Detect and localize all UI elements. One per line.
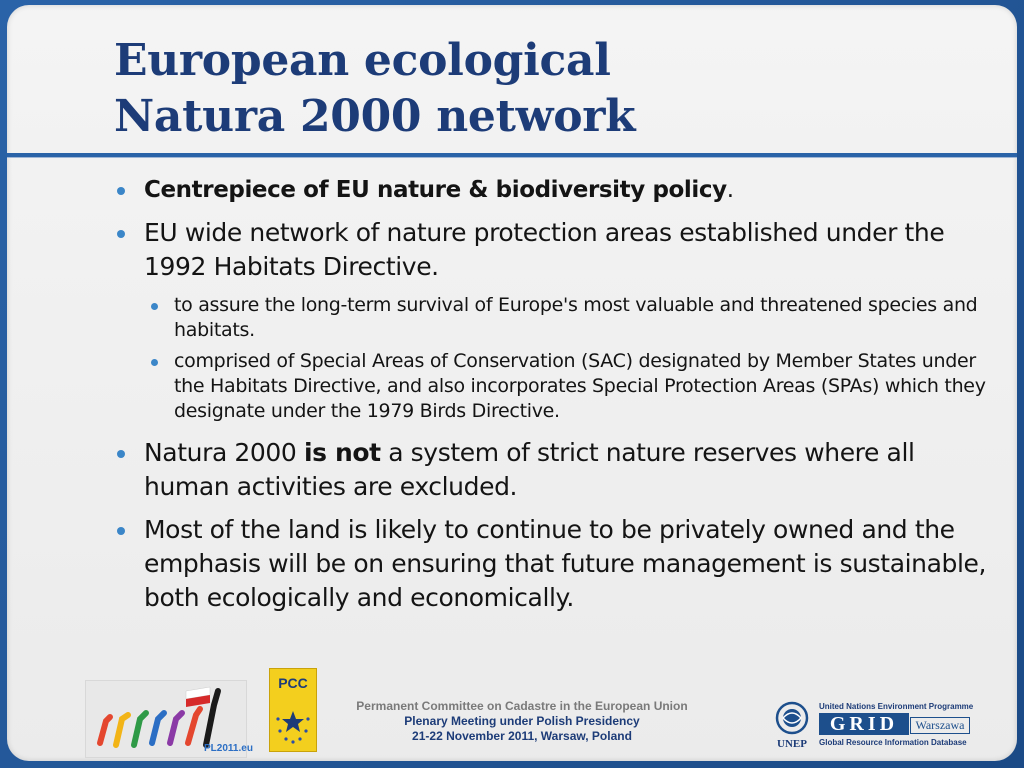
- sub-bullet-1-text: to assure the long-term survival of Europe's most valuable and threatened species and habitats.: [174, 294, 978, 341]
- bullet-item-2: [115, 216, 995, 284]
- footer-line-1: Permanent Committee on Cadastre in the European Union: [356, 699, 688, 713]
- unep-logo-icon: [769, 700, 815, 752]
- footer-caption: [327, 699, 717, 744]
- bullet-item-3: [115, 436, 995, 504]
- slide-footer: [7, 660, 1017, 760]
- round-bullet-icon: [151, 303, 158, 310]
- grid-warszawa-logo-icon: [817, 702, 973, 750]
- pl2011-logo-graphic: [86, 681, 253, 757]
- round-bullet-icon: [117, 187, 125, 195]
- title-divider: [7, 153, 1017, 157]
- pcc-logo-graphic: [270, 669, 316, 751]
- sub-bullet-item-2: [115, 349, 995, 424]
- pl2011-logo-icon: [85, 680, 253, 758]
- pcc-logo-text: PCC: [278, 675, 308, 691]
- footer-line-2: Plenary Meeting under Polish Presidency: [404, 714, 640, 728]
- bullet-3-pre: Natura 2000: [144, 438, 304, 467]
- round-bullet-icon: [117, 230, 125, 238]
- bullet-item-4: [115, 513, 995, 615]
- unep-logo-label: UNEP: [777, 738, 807, 750]
- round-bullet-icon: [151, 359, 158, 366]
- slide-title: [114, 33, 974, 145]
- round-bullet-icon: [117, 527, 125, 535]
- bullet-1-bold-text: Centrepiece of EU nature & biodiversity policy: [144, 177, 727, 203]
- bullet-4-text: Most of the land is likely to continue to be privately owned and the emphasis will be on ensuring that future management is sustainable, both ecologically and economically.: [144, 515, 987, 612]
- unep-logo-graphic: [769, 700, 815, 738]
- slide: [7, 5, 1017, 761]
- grid-logo-bottom-text: Global Resource Information Database: [819, 738, 967, 747]
- title-line-1: European ecological: [114, 35, 611, 86]
- bullet-item-1: [115, 173, 995, 207]
- pcc-logo-icon: [269, 668, 317, 752]
- grid-logo-city: Warszawa: [910, 717, 970, 734]
- bullet-1-tail: .: [726, 177, 734, 203]
- grid-logo-word: GRID: [819, 713, 909, 735]
- bullet-3-post: a system of strict nature reserves where all human activities are excluded.: [144, 438, 915, 501]
- round-bullet-icon: [117, 450, 125, 458]
- sub-bullet-2-text: comprised of Special Areas of Conservation (SAC) designated by Member States under the Habitats Directive, and also incorporates Special Protection Areas (SPAs) which they designate under the 1979 Birds Directive.: [174, 350, 986, 422]
- grid-logo-top-text: United Nations Environment Programme: [819, 702, 974, 711]
- sub-bullet-item-1: [115, 293, 995, 343]
- bullet-list: [115, 173, 995, 624]
- title-line-2: Natura 2000 network: [114, 91, 636, 142]
- footer-line-3: 21-22 November 2011, Warsaw, Poland: [412, 729, 632, 743]
- bullet-3-bold: is not: [303, 438, 381, 467]
- pl2011-logo-text: PL2011.eu: [204, 743, 253, 754]
- bullet-2-text: EU wide network of nature protection areas established under the 1992 Habitats Directive.: [144, 218, 945, 281]
